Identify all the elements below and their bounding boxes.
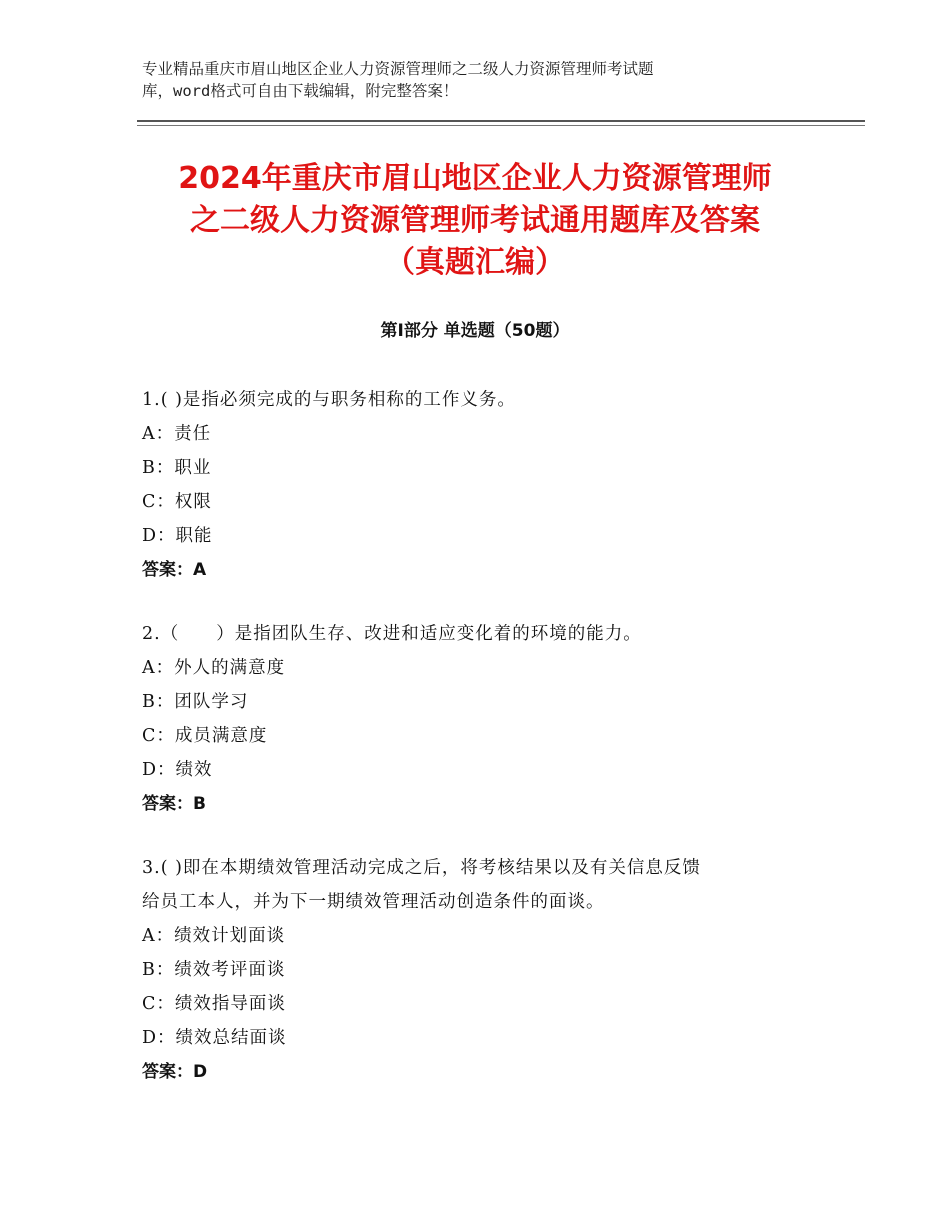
question-stem: 1.( )是指必须完成的与职务相称的工作义务。 bbox=[142, 390, 516, 410]
question-stem: 给员工本人，并为下一期绩效管理活动创造条件的面谈。 bbox=[142, 892, 605, 912]
option-a: A：外人的满意度 bbox=[142, 658, 286, 678]
header-note-line: 库，word格式可自由下载编辑，附完整答案！ bbox=[142, 82, 459, 100]
option-c: C：成员满意度 bbox=[142, 726, 268, 746]
question-stem: 3.( )即在本期绩效管理活动完成之后，将考核结果以及有关信息反馈 bbox=[142, 858, 701, 878]
question-1 bbox=[142, 383, 822, 587]
header-divider-thin bbox=[137, 125, 865, 126]
answer-line: 答案：B bbox=[142, 794, 206, 814]
question-3 bbox=[142, 851, 822, 1089]
document-title bbox=[120, 158, 830, 284]
section-title: 第Ⅰ部分 单选题（50题） bbox=[380, 321, 570, 341]
option-a: A：责任 bbox=[142, 424, 212, 444]
answer-line: 答案：A bbox=[142, 560, 207, 580]
option-d: D：绩效 bbox=[142, 760, 213, 780]
question-list bbox=[142, 383, 822, 1119]
title-line: 之二级人力资源管理师考试通用题库及答案 bbox=[190, 203, 760, 238]
header-divider-thick bbox=[137, 120, 865, 122]
option-a: A：绩效计划面谈 bbox=[142, 926, 286, 946]
option-b: B：团队学习 bbox=[142, 692, 249, 712]
option-b: B：职业 bbox=[142, 458, 212, 478]
option-c: C：绩效指导面谈 bbox=[142, 994, 286, 1014]
title-line: （真题汇编） bbox=[385, 245, 565, 280]
option-b: B：绩效考评面谈 bbox=[142, 960, 286, 980]
header-note bbox=[142, 58, 802, 102]
header-note-line: 专业精品重庆市眉山地区企业人力资源管理师之二级人力资源管理师考试题 bbox=[142, 60, 654, 78]
question-stem: 2.（ ）是指团队生存、改进和适应变化着的环境的能力。 bbox=[142, 624, 642, 644]
answer-line: 答案：D bbox=[142, 1062, 208, 1082]
option-d: D：职能 bbox=[142, 526, 213, 546]
question-2 bbox=[142, 617, 822, 821]
title-line: 2024年重庆市眉山地区企业人力资源管理师 bbox=[178, 161, 772, 196]
option-d: D：绩效总结面谈 bbox=[142, 1028, 287, 1048]
option-c: C：权限 bbox=[142, 492, 212, 512]
